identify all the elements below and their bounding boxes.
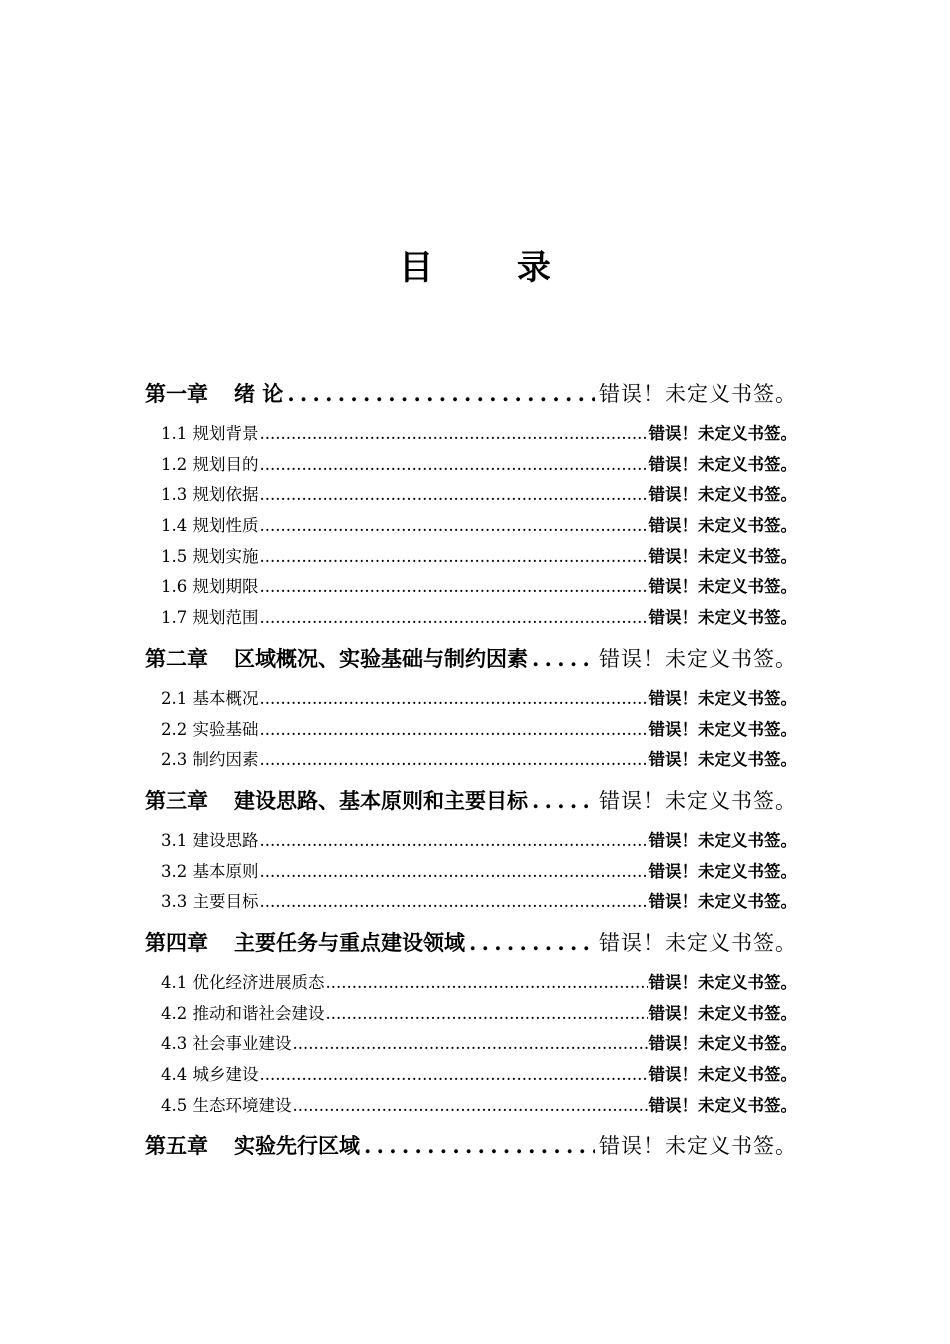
section-label: 1.5 规划实施 <box>161 546 259 566</box>
chapter-name: 绪 论 <box>234 382 284 406</box>
page-reference: 错误！未定义书签。 <box>648 1065 797 1084</box>
toc-section-entry[interactable] <box>145 685 797 716</box>
chapter-label <box>145 927 465 957</box>
chapter-label <box>145 378 283 408</box>
dot-leader <box>260 516 648 535</box>
toc-chapter-entry[interactable] <box>145 643 797 685</box>
toc-section-entry[interactable] <box>145 746 797 777</box>
toc-section-entry[interactable] <box>145 512 797 543</box>
dot-leader <box>260 608 648 627</box>
section-label: 3.3 主要目标 <box>161 892 259 912</box>
section-label: 1.1 规划背景 <box>161 424 259 443</box>
dot-leader <box>532 646 595 671</box>
dot-leader <box>260 424 648 443</box>
section-label: 4.3 社会事业建设 <box>161 1034 292 1054</box>
page-reference: 错误！未定义书签。 <box>599 930 797 955</box>
dot-leader <box>260 547 648 566</box>
section-label: 2.3 制约因素 <box>161 750 259 770</box>
section-label: 1.7 规划范围 <box>161 608 259 628</box>
chapter-label <box>145 643 528 673</box>
chapter-number: 第五章 <box>145 1134 208 1159</box>
section-label: 1.4 规划性质 <box>161 516 259 536</box>
toc-chapter-entry[interactable] <box>145 785 797 827</box>
chapter-label <box>145 785 528 815</box>
page-reference: 错误！未定义书签。 <box>599 1134 797 1159</box>
page-reference: 错误！未定义书签。 <box>648 972 797 992</box>
toc-section-entry[interactable] <box>145 1030 797 1061</box>
page-reference: 错误！未定义书签。 <box>599 788 797 813</box>
page-reference: 错误！未定义书签。 <box>648 750 797 770</box>
page-reference: 错误！未定义书签。 <box>648 516 797 536</box>
section-label: 3.2 基本原则 <box>161 861 259 881</box>
page-reference: 错误！未定义书签。 <box>648 424 797 443</box>
toc-chapter-entry[interactable] <box>145 1130 797 1172</box>
page-reference: 错误！未定义书签。 <box>648 577 797 597</box>
toc-section-entry[interactable] <box>145 543 797 574</box>
toc-section-entry[interactable] <box>145 716 797 747</box>
dot-leader <box>532 788 595 813</box>
toc-chapter-entry[interactable] <box>145 927 797 969</box>
chapter-label <box>145 1130 360 1160</box>
page-reference: 错误！未定义书签。 <box>648 608 797 628</box>
toc-section-entry[interactable] <box>145 888 797 919</box>
dot-leader <box>326 973 648 992</box>
dot-leader <box>260 862 648 881</box>
page-reference: 错误！未定义书签。 <box>648 546 797 566</box>
toc-section-entry[interactable] <box>145 420 797 451</box>
section-label: 4.2 推动和谐社会建设 <box>161 1003 325 1023</box>
page-reference: 错误！未定义书签。 <box>599 382 797 406</box>
dot-leader <box>260 892 648 911</box>
page-reference: 错误！未定义书签。 <box>648 892 797 912</box>
chapter-number: 第二章 <box>145 646 208 671</box>
section-label: 1.2 规划目的 <box>161 454 259 474</box>
dot-leader <box>293 1034 648 1053</box>
section-label: 4.5 生态环境建设 <box>161 1095 292 1115</box>
chapter-name: 区域概况、实验基础与制约因素 <box>234 646 528 671</box>
dot-leader <box>260 577 648 596</box>
dot-leader <box>260 485 648 504</box>
toc-section-entry[interactable] <box>145 827 797 858</box>
dot-leader <box>287 381 595 406</box>
section-label: 4.1 优化经济进展质态 <box>161 972 325 992</box>
table-of-contents <box>145 378 797 1172</box>
toc-section-entry[interactable] <box>145 858 797 889</box>
page-title: 目 录 <box>399 248 587 288</box>
dot-leader <box>326 1004 648 1023</box>
page-reference: 错误！未定义书签。 <box>648 830 797 850</box>
dot-leader <box>260 831 648 850</box>
section-label: 1.6 规划期限 <box>161 577 259 597</box>
section-label: 3.1 建设思路 <box>161 830 259 850</box>
section-label: 4.4 城乡建设 <box>161 1065 259 1084</box>
section-label: 2.1 基本概况 <box>161 688 259 708</box>
toc-section-entry[interactable] <box>145 604 797 635</box>
chapter-number: 第三章 <box>145 788 208 813</box>
dot-leader <box>260 750 648 769</box>
page-reference: 错误！未定义书签。 <box>648 1034 797 1054</box>
toc-section-entry[interactable] <box>145 451 797 482</box>
toc-section-entry[interactable] <box>145 481 797 512</box>
chapter-name: 主要任务与重点建设领域 <box>234 930 465 955</box>
page-reference: 错误！未定义书签。 <box>648 454 797 474</box>
toc-chapter-entry[interactable] <box>145 378 797 420</box>
page-reference: 错误！未定义书签。 <box>648 861 797 881</box>
dot-leader <box>293 1096 648 1115</box>
toc-section-entry[interactable] <box>145 969 797 1000</box>
page-reference: 错误！未定义书签。 <box>648 688 797 708</box>
chapter-number: 第四章 <box>145 930 208 955</box>
toc-section-entry[interactable] <box>145 1061 797 1092</box>
dot-leader <box>260 720 648 739</box>
page-reference: 错误！未定义书签。 <box>648 485 797 505</box>
chapter-name: 建设思路、基本原则和主要目标 <box>234 788 528 813</box>
toc-section-entry[interactable] <box>145 1092 797 1123</box>
dot-leader <box>469 930 595 955</box>
chapter-number: 第一章 <box>145 382 208 406</box>
section-label: 2.2 实验基础 <box>161 719 259 739</box>
chapter-name: 实验先行区域 <box>234 1134 360 1159</box>
page-reference: 错误！未定义书签。 <box>599 646 797 671</box>
page-reference: 错误！未定义书签。 <box>648 1003 797 1023</box>
dot-leader <box>260 1065 648 1084</box>
page-reference: 错误！未定义书签。 <box>648 1095 797 1115</box>
toc-section-entry[interactable] <box>145 573 797 604</box>
dot-leader <box>364 1133 595 1158</box>
section-label: 1.3 规划依据 <box>161 485 259 505</box>
page-reference: 错误！未定义书签。 <box>648 719 797 739</box>
dot-leader <box>260 455 648 474</box>
dot-leader <box>260 689 648 708</box>
toc-section-entry[interactable] <box>145 1000 797 1031</box>
